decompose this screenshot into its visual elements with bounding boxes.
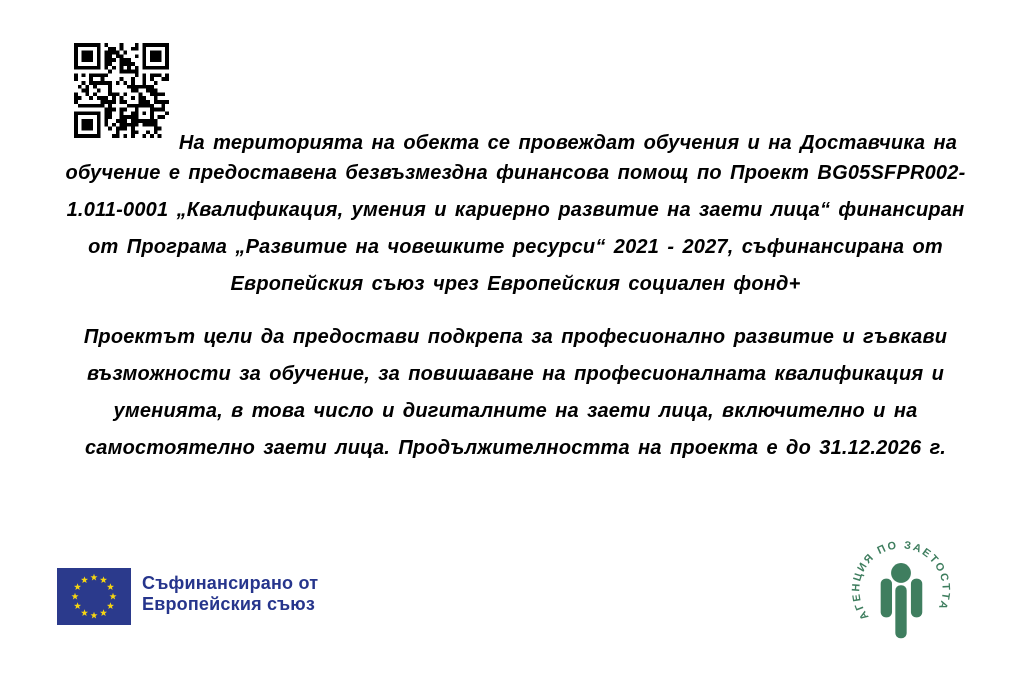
text-line: самостоятелно заети лица. Продължителността на проекта е до 31.12.2026 г. — [84, 437, 946, 459]
text-line: от Програма „Развитие на човешките ресурси“ 2021 - 2027, съфинансирана от — [88, 236, 943, 258]
text-line — [55, 43, 976, 155]
text-line: обучение е предоставена безвъзмездна финансова помощ по Проект BG05SFPR002- — [65, 162, 966, 184]
eu-cofinancing-logo — [57, 568, 318, 625]
main-text — [55, 43, 976, 467]
eu-text-line2: Европейския съюз — [142, 594, 316, 614]
text-line: уменията, в това число и дигиталните на заети лица, включително и на — [113, 400, 918, 422]
eu-cofinancing-text — [142, 568, 318, 615]
text-line: възможности за обучение, за повишаване на професионалната квалификация и — [86, 363, 945, 385]
qr-code — [74, 43, 169, 138]
text-line: Европейския съюз чрез Европейския социален фонд+ — [230, 273, 801, 295]
employment-agency-logo — [849, 538, 953, 642]
agency-person-icon — [881, 563, 923, 638]
text-line-content: На територията на обекта се провеждат обучения и на Доставчика на — [178, 132, 958, 154]
text-line: Проектът цели да предостави подкрепа за професионално развитие и гъвкави — [83, 326, 948, 348]
paragraph-funding — [55, 43, 976, 303]
text-line: 1.011-0001 „Квалификация, умения и кариерно развитие на заети лица“ финансиран — [66, 199, 965, 221]
paragraph-goals — [55, 319, 976, 467]
eu-flag-icon — [57, 568, 131, 625]
qr-modules — [74, 43, 169, 138]
agency-arc-text: АГЕНЦИЯ ПО ЗАЕТОСТТА — [850, 539, 952, 622]
eu-text-line1: Съфинансирано от — [142, 573, 319, 593]
